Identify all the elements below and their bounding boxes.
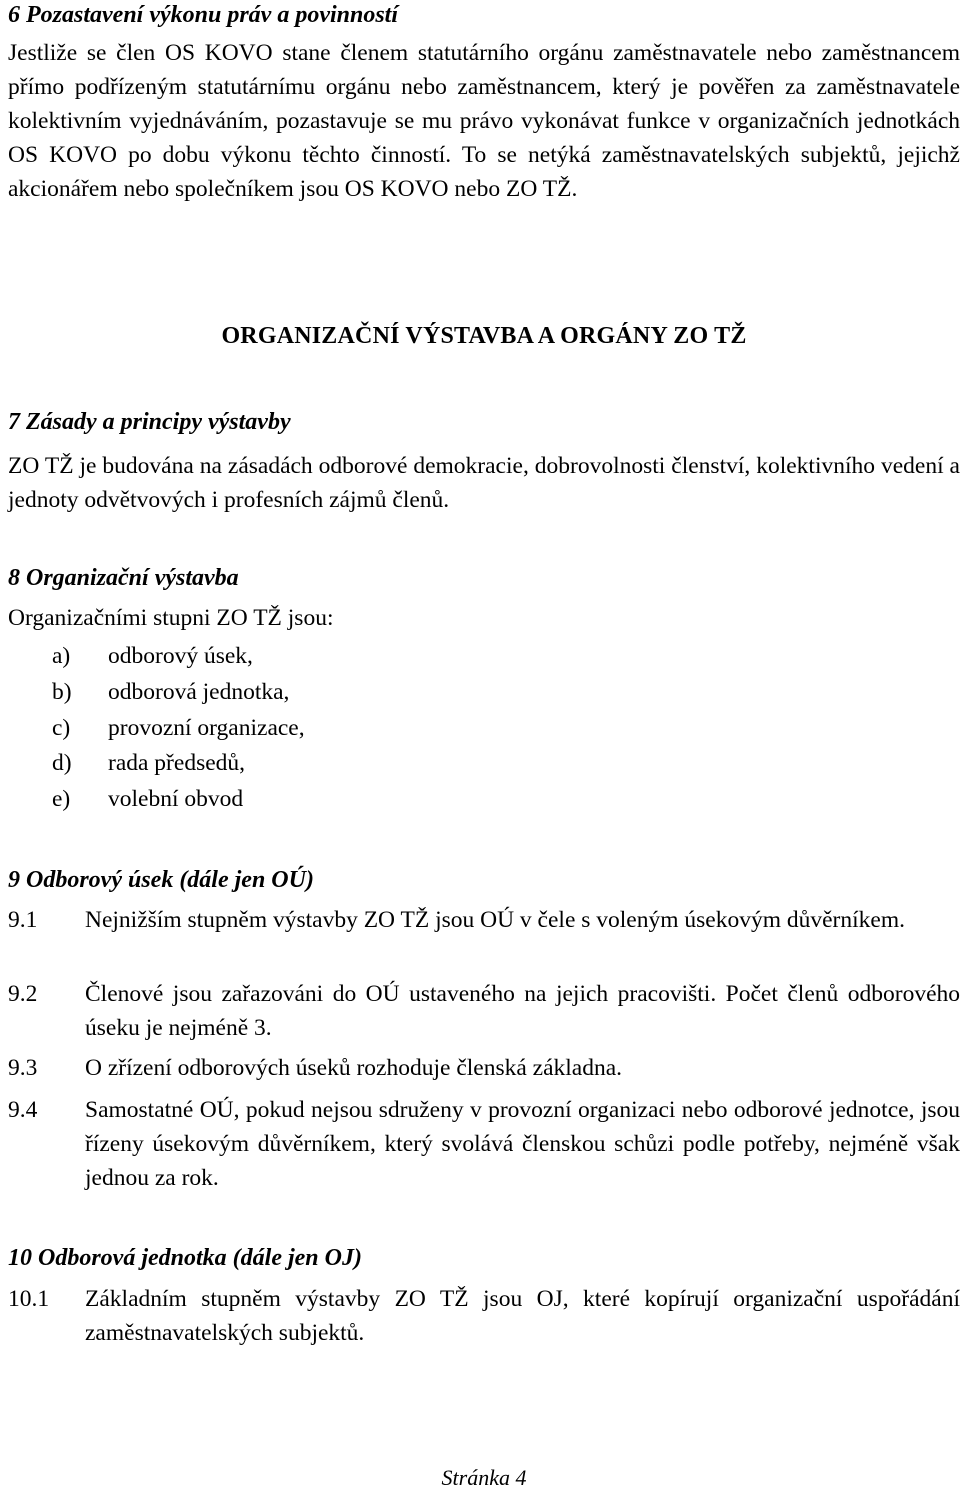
- item-text: Základním stupněm výstavby ZO TŽ jsou OJ, které kopírují organizační uspořádání zaměstnavatelských subjektů.: [85, 1286, 960, 1346]
- list-item: [8, 782, 243, 816]
- section-intro: Organizačními stupni ZO TŽ jsou:: [8, 605, 334, 631]
- numbered-item: [8, 1282, 960, 1350]
- section-9: [8, 865, 960, 895]
- item-text: Nejnižším stupněm výstavby ZO TŽ jsou OÚ v čele s voleným úsekovým důvěrníkem.: [85, 907, 905, 933]
- list-text: odborový úsek,: [108, 643, 253, 669]
- list-item: [8, 639, 253, 673]
- main-title: ORGANIZAČNÍ VÝSTAVBA A ORGÁNY ZO TŽ: [221, 323, 747, 349]
- section-6: [8, 0, 960, 206]
- section-heading: 10 Odborová jednotka (dále jen OJ): [8, 1245, 362, 1271]
- item-text: Členové jsou zařazováni do OÚ ustaveného na jejich pracovišti. Počet členů odborového úseku je nejméně 3.: [85, 981, 960, 1041]
- section-heading: 7 Zásady a principy výstavby: [8, 409, 291, 435]
- item-text: O zřízení odborových úseků rozhoduje členská základna.: [85, 1055, 623, 1081]
- section-heading: 6 Pozastavení výkonu práv a povinností: [8, 2, 399, 28]
- section-8: [8, 563, 960, 635]
- list-text: odborová jednotka,: [108, 679, 290, 705]
- section-paragraph: Jestliže se člen OS KOVO stane členem statutárního orgánu zaměstnavatele nebo zaměstnancem přímo podřízeným statutárnímu orgánu nebo zaměstnancem, který je pověřen za zaměstnavatele kolektivním vyjednáváním, pozastavuje se mu právo vykonávat funkce v organizačních jednotkách OS KOVO po dobu výkonu těchto činností. To se netýká zaměstnavatelských subjektů, jejichž akcionářem nebo společníkem jsou OS KOVO nebo ZO TŽ.: [8, 40, 960, 202]
- item-text: Samostatné OÚ, pokud nejsou sdruženy v provozní organizaci nebo odborové jednotce, jsou řízeny úsekovým důvěrníkem, který svolává členskou schůzi podle potřeby, nejméně však jednou za rok.: [85, 1097, 960, 1191]
- list-text: volební obvod: [108, 786, 244, 812]
- section-paragraph: ZO TŽ je budována na zásadách odborové demokracie, dobrovolnosti členství, kolektivního vedení a jednoty odvětvových i profesních zájmů členů.: [8, 453, 960, 513]
- list-letter: c): [52, 715, 71, 741]
- section-heading: 8 Organizační výstavba: [8, 565, 239, 591]
- numbered-item: [8, 1051, 960, 1085]
- list-letter: d): [52, 750, 72, 776]
- list-text: rada předsedů,: [108, 750, 246, 776]
- list-letter: b): [52, 679, 72, 705]
- numbered-item: [8, 977, 960, 1045]
- item-number: 9.3: [8, 1055, 38, 1081]
- page-footer: Stránka 4: [441, 1465, 527, 1490]
- list-text: provozní organizace,: [108, 715, 305, 741]
- item-number: 10.1: [8, 1286, 50, 1312]
- list-item: [8, 746, 245, 780]
- list-item: [8, 675, 289, 709]
- item-number: 9.2: [8, 981, 38, 1007]
- list-item: [8, 711, 305, 745]
- section-heading: 9 Odborový úsek (dále jen OÚ): [8, 867, 314, 893]
- section-7: [8, 407, 960, 517]
- numbered-item: [8, 1093, 960, 1195]
- section-10: [8, 1243, 960, 1273]
- item-number: 9.1: [8, 907, 38, 933]
- list-letter: a): [52, 643, 71, 669]
- list-letter: e): [52, 786, 71, 812]
- item-number: 9.4: [8, 1097, 38, 1123]
- numbered-item: [8, 903, 960, 937]
